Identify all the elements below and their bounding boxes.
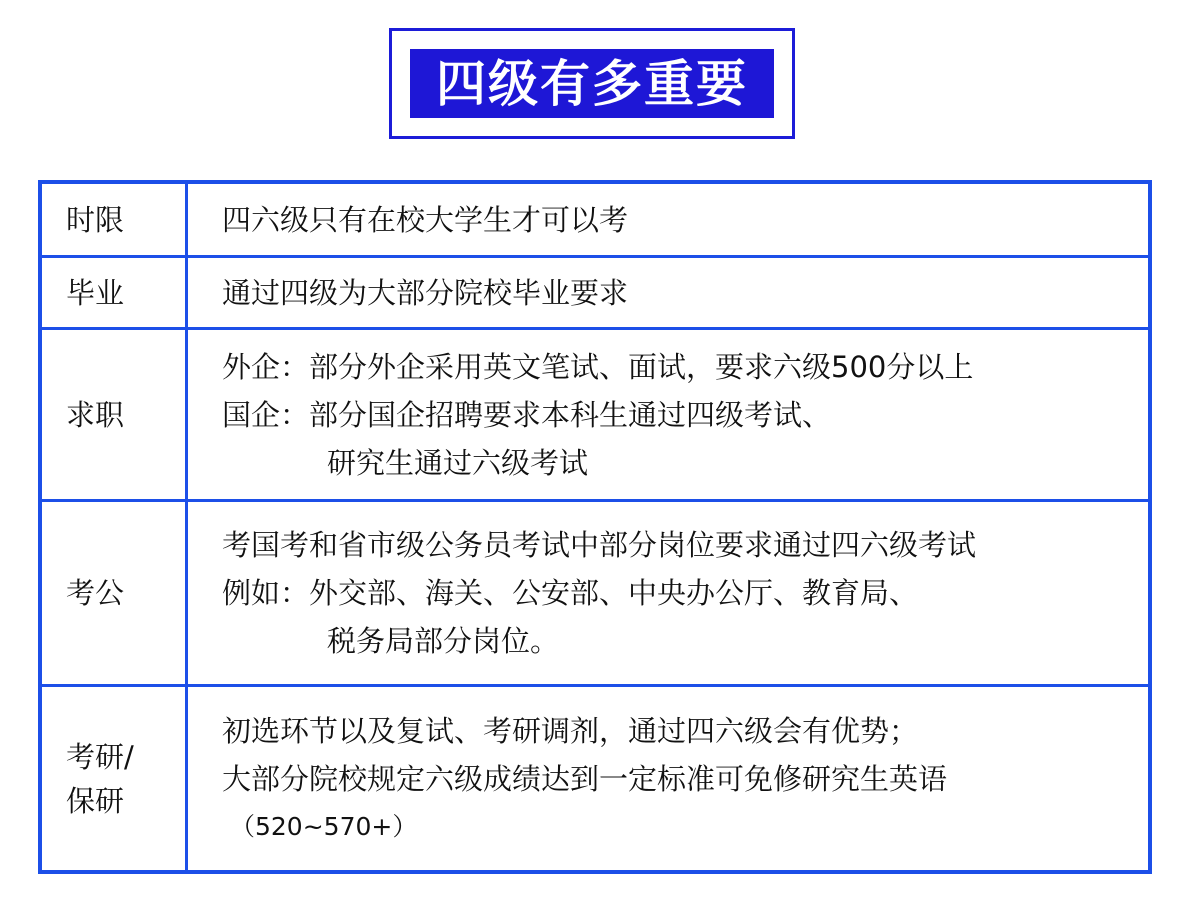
page-title: 四级有多重要 [436,54,748,113]
content-line: 四六级只有在校大学生才可以考 [222,202,629,237]
table-row [42,330,1148,502]
title-frame [389,28,795,139]
table-row [42,184,1148,258]
row-content [188,330,1148,499]
row-content [188,502,1148,684]
title-banner [410,49,774,118]
row-label [42,687,188,870]
row-label: 时限 [42,184,188,255]
row-label: 求职 [42,330,188,499]
content-line: 国企：部分国企招聘要求本科生通过四级考试、 [222,397,832,432]
content-line: （520~570+） [230,811,418,841]
row-label-line: 考研/ [66,739,134,774]
content-line: 初选环节以及复试、考研调剂，通过四六级会有优势； [222,713,919,748]
row-label-line: 保研 [66,783,125,818]
content-line: 大部分院校规定六级成绩达到一定标准可免修研究生英语 [222,761,948,796]
content-line: 通过四级为大部分院校毕业要求 [222,275,629,310]
content-line: 例如：外交部、海关、公安部、中央办公厅、教育局、 [222,576,919,610]
row-content [188,687,1148,870]
content-line: 研究生通过六级考试 [327,445,589,480]
content-line: 外企：部分外企采用英文笔试、面试，要求六级500分以上 [222,349,974,384]
table-row [42,258,1148,330]
content-line: 税务局部分岗位。 [327,624,560,658]
row-content [188,184,1148,255]
info-table [38,180,1152,874]
table-row [42,502,1148,687]
row-content [188,258,1148,327]
row-label: 考公 [42,502,188,684]
row-label: 毕业 [42,258,188,327]
table-row [42,687,1148,870]
content-line: 考国考和省市级公务员考试中部分岗位要求通过四六级考试 [222,528,977,562]
